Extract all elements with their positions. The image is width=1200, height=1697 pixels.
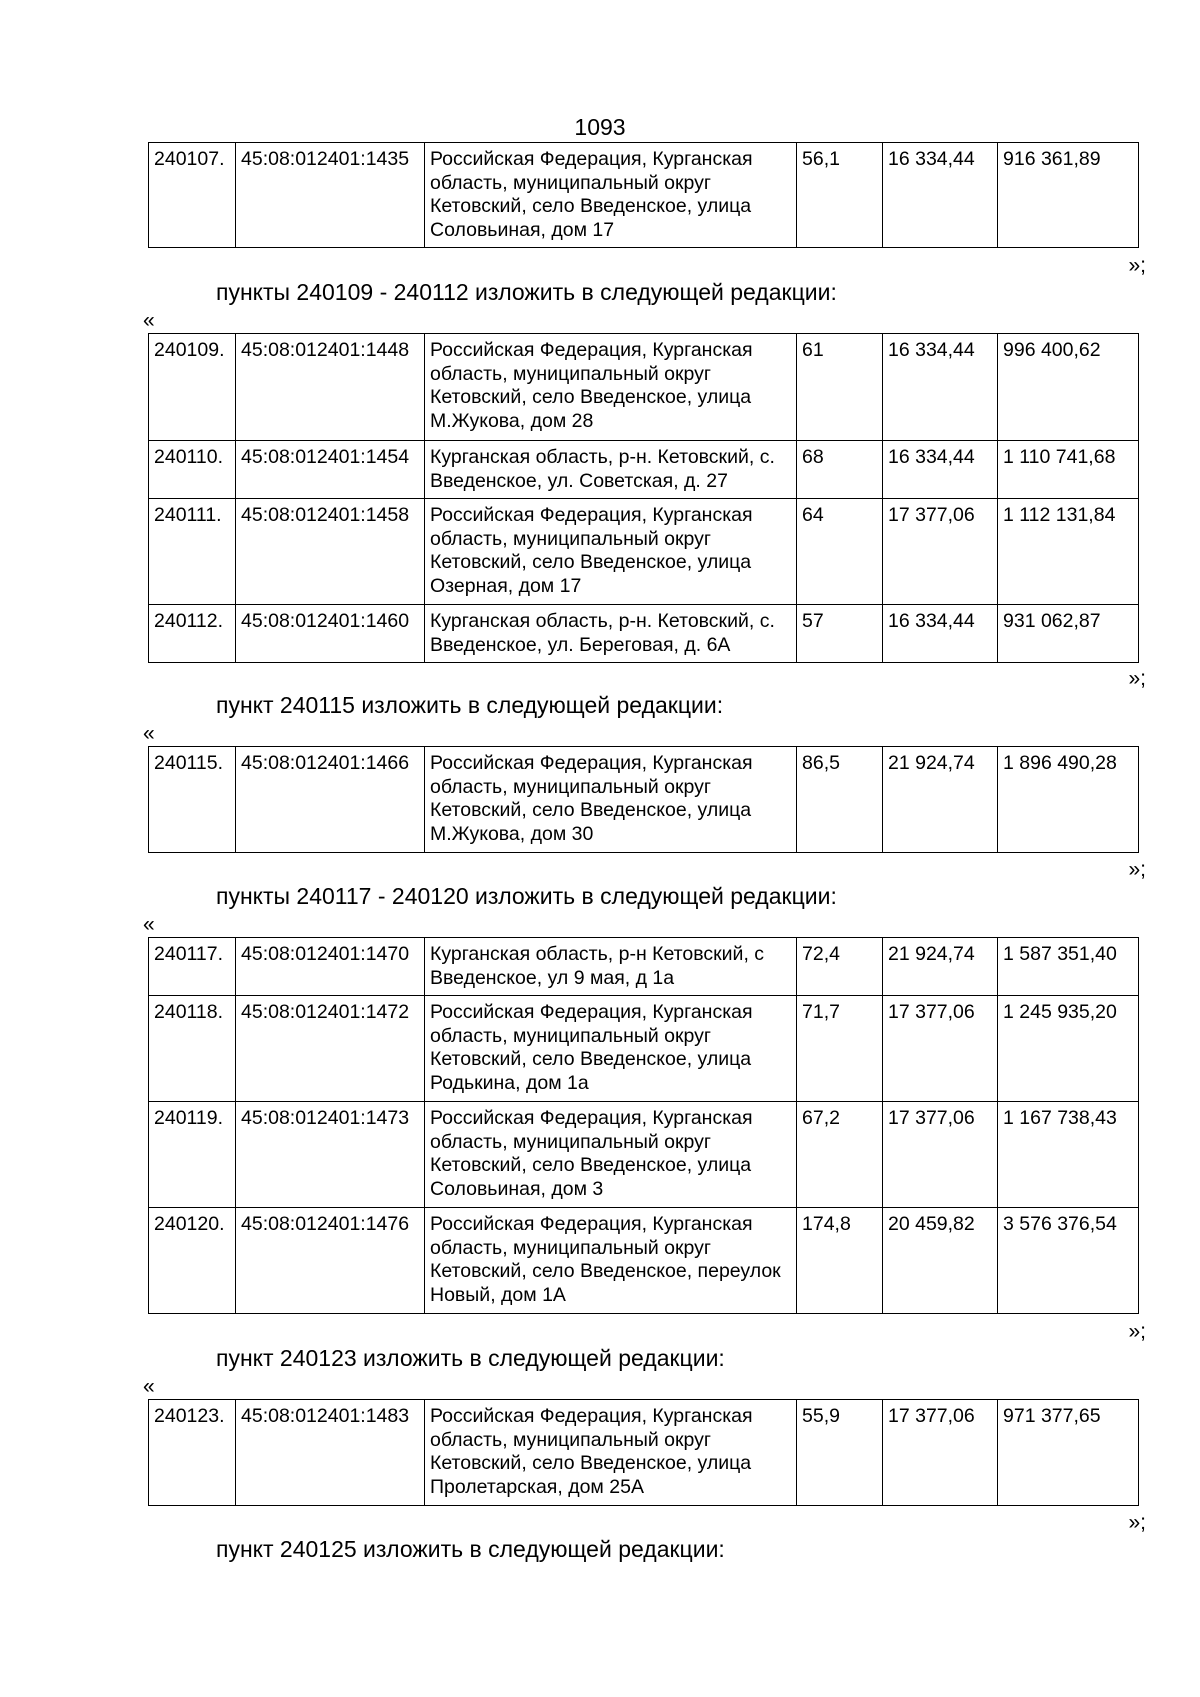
item-number: 240118.: [149, 996, 236, 1102]
item-number: 240107.: [149, 143, 236, 248]
area: 68: [797, 441, 883, 499]
item-number: 240117.: [149, 938, 236, 996]
item-number: 240112.: [149, 605, 236, 663]
section-heading: пункт 240123 изложить в следующей редакции:: [216, 1345, 725, 1371]
item-number: 240123.: [149, 1400, 236, 1506]
total-value: 931 062,87: [998, 605, 1139, 663]
section-heading: пункты 240109 - 240112 изложить в следующей редакции:: [216, 279, 837, 305]
cadastral-number: 45:08:012401:1460: [236, 605, 425, 663]
register-table: [148, 746, 1139, 853]
cadastral-number: 45:08:012401:1472: [236, 996, 425, 1102]
unit-price: 17 377,06: [883, 1400, 998, 1506]
unit-price: 17 377,06: [883, 1102, 998, 1208]
register-table: [148, 333, 1139, 663]
section-heading: пункт 240125 изложить в следующей редакции:: [216, 1536, 725, 1562]
close-quote: »;: [1128, 254, 1146, 277]
table-row: [149, 747, 1139, 853]
open-quote: «: [143, 1375, 155, 1398]
area: 174,8: [797, 1208, 883, 1314]
unit-price: 17 377,06: [883, 996, 998, 1102]
item-number: 240120.: [149, 1208, 236, 1314]
unit-price: 16 334,44: [883, 605, 998, 663]
cadastral-number: 45:08:012401:1470: [236, 938, 425, 996]
address: Курганская область, р-н. Кетовский, с. Введенское, ул. Береговая, д. 6А: [425, 605, 797, 663]
cadastral-number: 45:08:012401:1483: [236, 1400, 425, 1506]
register-table: [148, 1399, 1139, 1506]
address: Российская Федерация, Курганская область, муниципальный округ Кетовский, село Введенское, улица Соловьиная, дом 3: [425, 1102, 797, 1208]
area: 56,1: [797, 143, 883, 248]
table-row: [149, 499, 1139, 605]
close-quote: »;: [1128, 1320, 1146, 1343]
address: Российская Федерация, Курганская область, муниципальный округ Кетовский, село Введенское, улица М.Жукова, дом 30: [425, 747, 797, 853]
unit-price: 16 334,44: [883, 143, 998, 248]
table-row: [149, 143, 1139, 248]
close-quote: »;: [1128, 667, 1146, 690]
close-quote: »;: [1128, 1511, 1146, 1534]
cadastral-number: 45:08:012401:1448: [236, 334, 425, 441]
table-row: [149, 1102, 1139, 1208]
area: 57: [797, 605, 883, 663]
area: 64: [797, 499, 883, 605]
section-heading: пункты 240117 - 240120 изложить в следующей редакции:: [216, 883, 837, 909]
cadastral-number: 45:08:012401:1476: [236, 1208, 425, 1314]
cadastral-number: 45:08:012401:1473: [236, 1102, 425, 1208]
address: Российская Федерация, Курганская область, муниципальный округ Кетовский, село Введенское, переулок Новый, дом 1А: [425, 1208, 797, 1314]
total-value: 1 167 738,43: [998, 1102, 1139, 1208]
item-number: 240110.: [149, 441, 236, 499]
table-row: [149, 605, 1139, 663]
open-quote: «: [143, 309, 155, 332]
close-quote: »;: [1128, 858, 1146, 881]
area: 71,7: [797, 996, 883, 1102]
item-number: 240115.: [149, 747, 236, 853]
item-number: 240119.: [149, 1102, 236, 1208]
address: Российская Федерация, Курганская область, муниципальный округ Кетовский, село Введенское, улица Соловьиная, дом 17: [425, 143, 797, 248]
table-row: [149, 1208, 1139, 1314]
area: 86,5: [797, 747, 883, 853]
item-number: 240111.: [149, 499, 236, 605]
total-value: 996 400,62: [998, 334, 1139, 441]
unit-price: 16 334,44: [883, 441, 998, 499]
area: 72,4: [797, 938, 883, 996]
unit-price: 20 459,82: [883, 1208, 998, 1314]
table-row: [149, 334, 1139, 441]
register-table: [148, 937, 1139, 1314]
table-row: [149, 1400, 1139, 1506]
address: Курганская область, р-н. Кетовский, с. Введенское, ул. Советская, д. 27: [425, 441, 797, 499]
total-value: 971 377,65: [998, 1400, 1139, 1506]
section-heading: пункт 240115 изложить в следующей редакции:: [216, 692, 724, 718]
total-value: 1 587 351,40: [998, 938, 1139, 996]
page-number: 1093: [574, 114, 626, 140]
address: Курганская область, р-н Кетовский, с Введенское, ул 9 мая, д 1а: [425, 938, 797, 996]
open-quote: «: [143, 722, 155, 745]
area: 55,9: [797, 1400, 883, 1506]
unit-price: 17 377,06: [883, 499, 998, 605]
address: Российская Федерация, Курганская область, муниципальный округ Кетовский, село Введенское, улица Родькина, дом 1а: [425, 996, 797, 1102]
total-value: 1 110 741,68: [998, 441, 1139, 499]
table-row: [149, 996, 1139, 1102]
cadastral-number: 45:08:012401:1435: [236, 143, 425, 248]
item-number: 240109.: [149, 334, 236, 441]
unit-price: 16 334,44: [883, 334, 998, 441]
unit-price: 21 924,74: [883, 938, 998, 996]
area: 61: [797, 334, 883, 441]
table-row: [149, 441, 1139, 499]
address: Российская Федерация, Курганская область, муниципальный округ Кетовский, село Введенское, улица Озерная, дом 17: [425, 499, 797, 605]
cadastral-number: 45:08:012401:1454: [236, 441, 425, 499]
cadastral-number: 45:08:012401:1466: [236, 747, 425, 853]
total-value: 1 112 131,84: [998, 499, 1139, 605]
address: Российская Федерация, Курганская область, муниципальный округ Кетовский, село Введенское, улица Пролетарская, дом 25А: [425, 1400, 797, 1506]
table-row: [149, 938, 1139, 996]
open-quote: «: [143, 913, 155, 936]
total-value: 3 576 376,54: [998, 1208, 1139, 1314]
address: Российская Федерация, Курганская область, муниципальный округ Кетовский, село Введенское, улица М.Жукова, дом 28: [425, 334, 797, 441]
total-value: 1 896 490,28: [998, 747, 1139, 853]
register-table: [148, 142, 1139, 248]
total-value: 916 361,89: [998, 143, 1139, 248]
area: 67,2: [797, 1102, 883, 1208]
cadastral-number: 45:08:012401:1458: [236, 499, 425, 605]
unit-price: 21 924,74: [883, 747, 998, 853]
total-value: 1 245 935,20: [998, 996, 1139, 1102]
